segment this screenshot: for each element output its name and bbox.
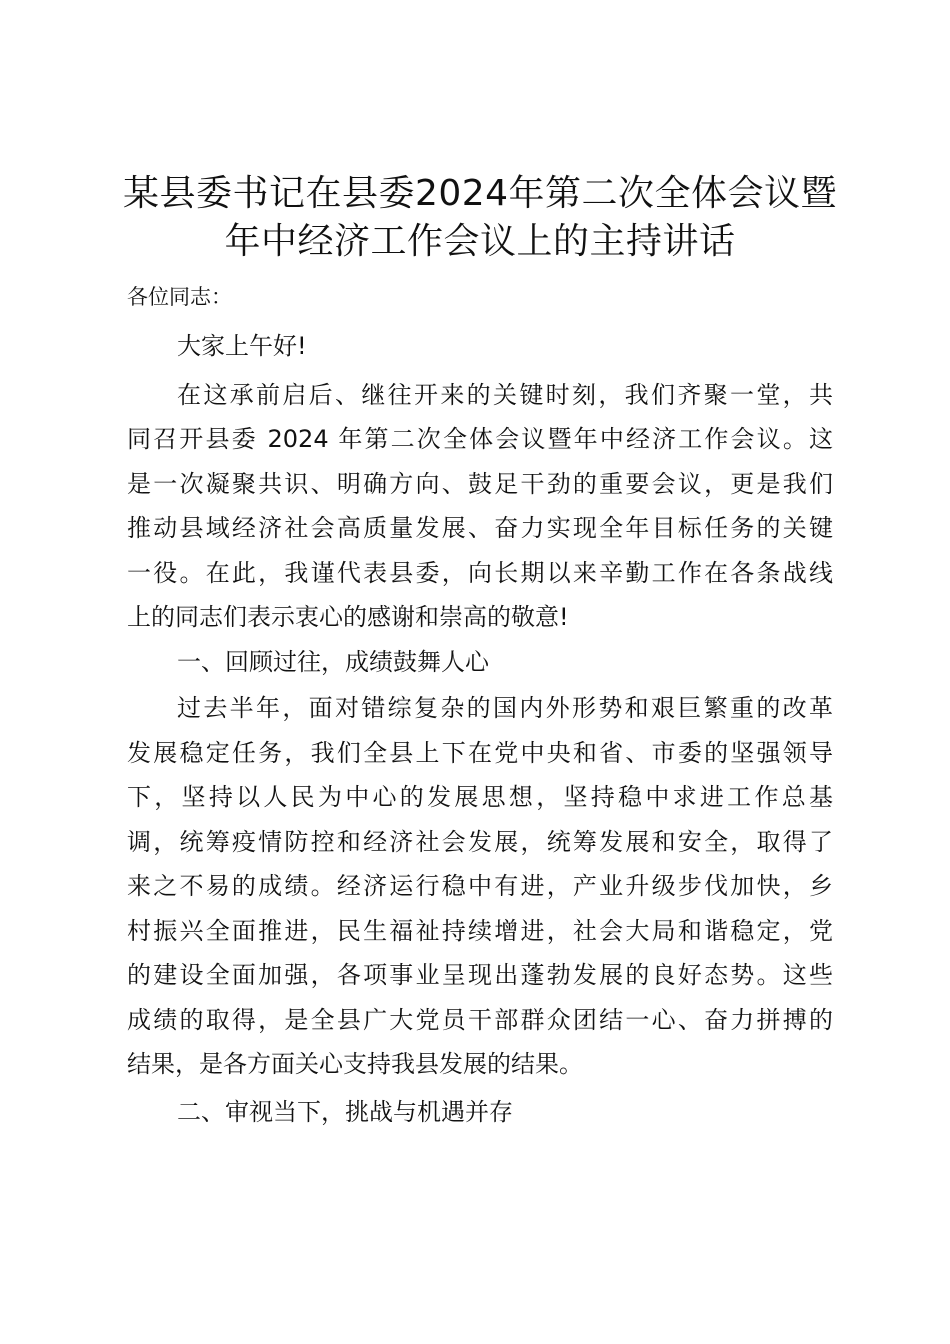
paragraph-line: 调，统筹疫情防控和经济社会发展，统筹发展和安全，取得了: [127, 827, 833, 856]
paragraph-line: 下，坚持以人民为中心的发展思想，坚持稳中求进工作总基: [127, 783, 833, 811]
paragraph-line: 发展稳定任务，我们全县上下在党中央和省、市委的坚强领导: [127, 738, 833, 767]
document-title: [110, 170, 850, 266]
paragraph-line: 推动县域经济社会高质量发展、奋力实现全年目标任务的关键: [127, 514, 833, 542]
document-body: [127, 278, 833, 1134]
paragraph-line: 村振兴全面推进，民生福祉持续增进，社会大局和谐稳定，党: [127, 916, 833, 945]
paragraph-opening: [127, 373, 833, 640]
paragraph-line: 成绩的取得，是全县广大党员干部群众团结一心、奋力拼搏的: [127, 1005, 833, 1034]
title-line: 年中经济工作会议上的主持讲话: [224, 221, 736, 262]
paragraph-line: 同召开县委 2024 年第二次全体会议暨年中经济工作会议。这: [127, 425, 833, 453]
paragraph-line: 在这承前启后、继往开来的关键时刻，我们齐聚一堂，共: [177, 380, 833, 409]
paragraph-review: [127, 686, 833, 1087]
paragraph-line: 一役。在此，我谨代表县委，向长期以来辛勤工作在各条战线: [127, 558, 833, 587]
paragraph-line: 是一次凝聚共识、明确方向、鼓足干劲的重要会议，更是我们: [127, 469, 833, 498]
paragraph-line: 上的同志们表示衷心的感谢和崇高的敬意!: [127, 603, 569, 631]
salutation: 各位同志：: [127, 285, 232, 309]
section-heading-1: 一、回顾过往，成绩鼓舞人心: [177, 647, 489, 676]
paragraph-line: 的建设全面加强，各项事业呈现出蓬勃发展的良好态势。这些: [127, 961, 833, 989]
greeting: 大家上午好!: [177, 332, 307, 360]
section-heading-2: 二、审视当下，挑战与机遇并存: [177, 1097, 513, 1126]
title-line: 某县委书记在县委2024年第二次全体会议暨: [122, 173, 838, 214]
paragraph-line: 过去半年，面对错综复杂的国内外形势和艰巨繁重的改革: [177, 694, 833, 722]
paragraph-line: 结果，是各方面关心支持我县发展的结果。: [127, 1050, 583, 1078]
paragraph-line: 来之不易的成绩。经济运行稳中有进，产业升级步伐加快，乡: [127, 872, 833, 900]
